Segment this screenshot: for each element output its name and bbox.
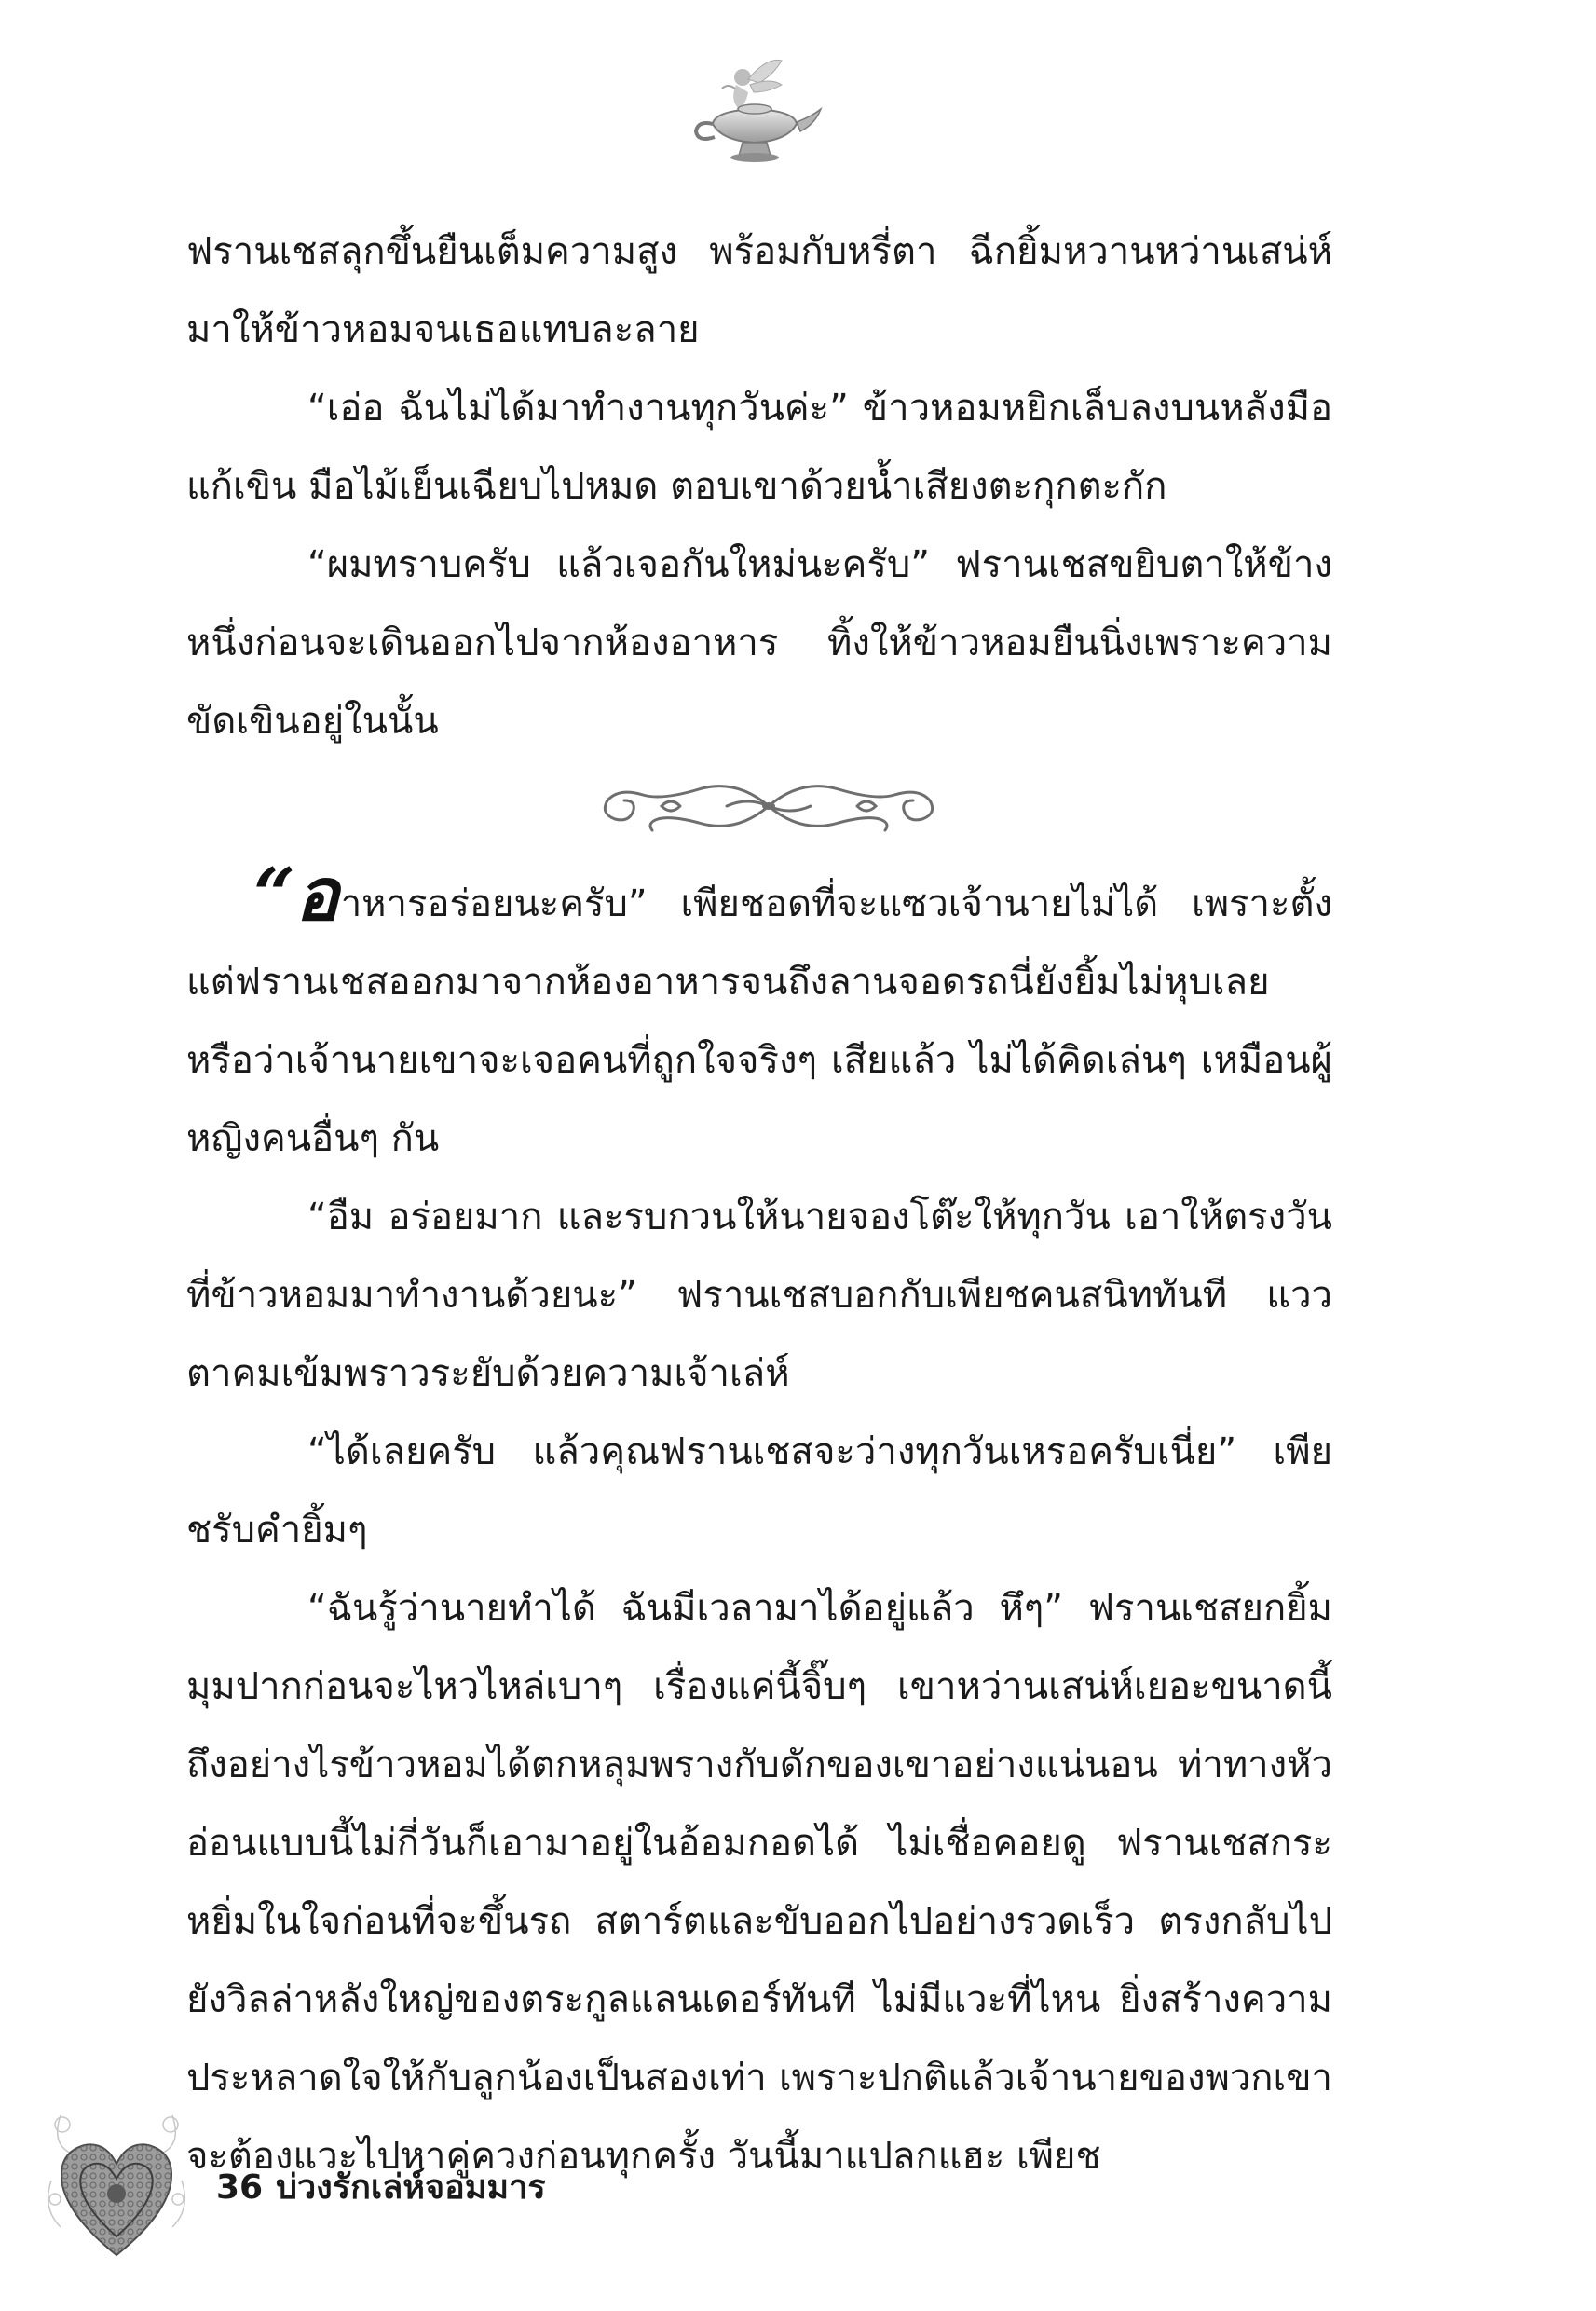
paragraph: “ได้เลยครับ แล้วคุณฟรานเชสจะว่างทุกวันเหรอครับเนี่ย” เพียชรับคำยิ้มๆ [186, 1430, 1332, 1552]
paragraph: ฟรานเชสลุกขึ้นยืนเต็มความสูง พร้อมกับหรี่ตา ฉีกยิ้มหวานหว่านเสน่ห์มาให้ข้าวหอมจนเธอแทบละลาย [186, 230, 1332, 351]
book-title: บ่วงรักเล่ห์จอมมาร [276, 2168, 546, 2207]
cupid-lamp-ornament-icon [685, 51, 825, 172]
page-number: 36 [216, 2168, 264, 2207]
paragraph: “อืม อร่อยมาก และรบกวนให้นายจองโต๊ะให้ทุกวัน เอาให้ตรงวันที่ข้าวหอมมาทำงานด้วยนะ” ฟรานเชสบอกกับเพียชคนสนิททันที แววตาคมเข้มพราวระยับด้วยความเจ้าเล่ห์ [186, 1196, 1332, 1395]
drop-cap: “อ [253, 853, 339, 937]
paragraph: “ฉันรู้ว่านายทำได้ ฉันมีเวลามาได้อยู่แล้ว หึๆ” ฟรานเชสยกยิ้มมุมปากก่อนจะไหวไหล่เบาๆ เรื่องแค่นี้จิ๊บๆ เขาหว่านเสน่ห์เยอะขนาดนี้ถึงอย่างไรข้าวหอมได้ตกหลุมพรางกับดักของเขาอย่างแน่นอน ท่าทางหัวอ่อนแบบนี้ไม่กี่วันก็เอามาอยู่ในอ้อมกอดได้ ไม่เชื่อคอยดู ฟรานเชสกระหยิ่มในใจก่อนที่จะขึ้นรถ สตาร์ตและขับออกไปอย่างรวดเร็ว ตรงกลับไปยังวิลล่าหลังใหญ่ของตระกูลแลนเดอร์ทันที ไม่มีแวะที่ไหน ยิ่งสร้างความประหลาดใจให้กับลูกน้องเป็นสองเท่า เพราะปกติแล้วเจ้านายของพวกเขาจะต้องแวะไปหาคู่ควงก่อนทุกครั้ง วันนี้มาแปลกแฮะ เพียช [186, 1587, 1332, 2178]
paragraph: “เอ่อ ฉันไม่ได้มาทำงานทุกวันค่ะ” ข้าวหอมหยิกเล็บลงบนหลังมือแก้เขิน มือไม้เย็นเฉียบไปหมด ตอบเขาด้วยน้ำเสียงตะกุกตะกัก [186, 387, 1332, 508]
section-two [186, 853, 1332, 2195]
lace-heart-ornament-icon [42, 2097, 191, 2274]
paragraph-with-dropcap [186, 853, 1332, 1178]
paragraph-text: าหารอร่อยนะครับ” เพียชอดที่จะแซวเจ้านายไม่ได้ เพราะตั้งแต่ฟรานเชสออกมาจากห้องอาหารจนถึงลานจอดรถนี่ยังยิ้มไม่หุบเลย หรือว่าเจ้านายเขาจะเจอคนที่ถูกใจจริงๆ เสียแล้ว ไม่ได้คิดเล่นๆ เหมือนผู้หญิงคนอื่นๆ กัน [186, 882, 1332, 1160]
section-one [186, 212, 1332, 760]
paragraph: “ผมทราบครับ แล้วเจอกันใหม่นะครับ” ฟรานเชสขยิบตาให้ข้างหนึ่งก่อนจะเดินออกไปจากห้องอาหาร ทิ้งให้ข้าวหอมยืนนิ่งเพราะความขัดเขินอยู่ในนั้น [186, 543, 1332, 743]
scroll-divider-ornament-icon [587, 769, 950, 843]
page-footer [216, 2160, 546, 2216]
